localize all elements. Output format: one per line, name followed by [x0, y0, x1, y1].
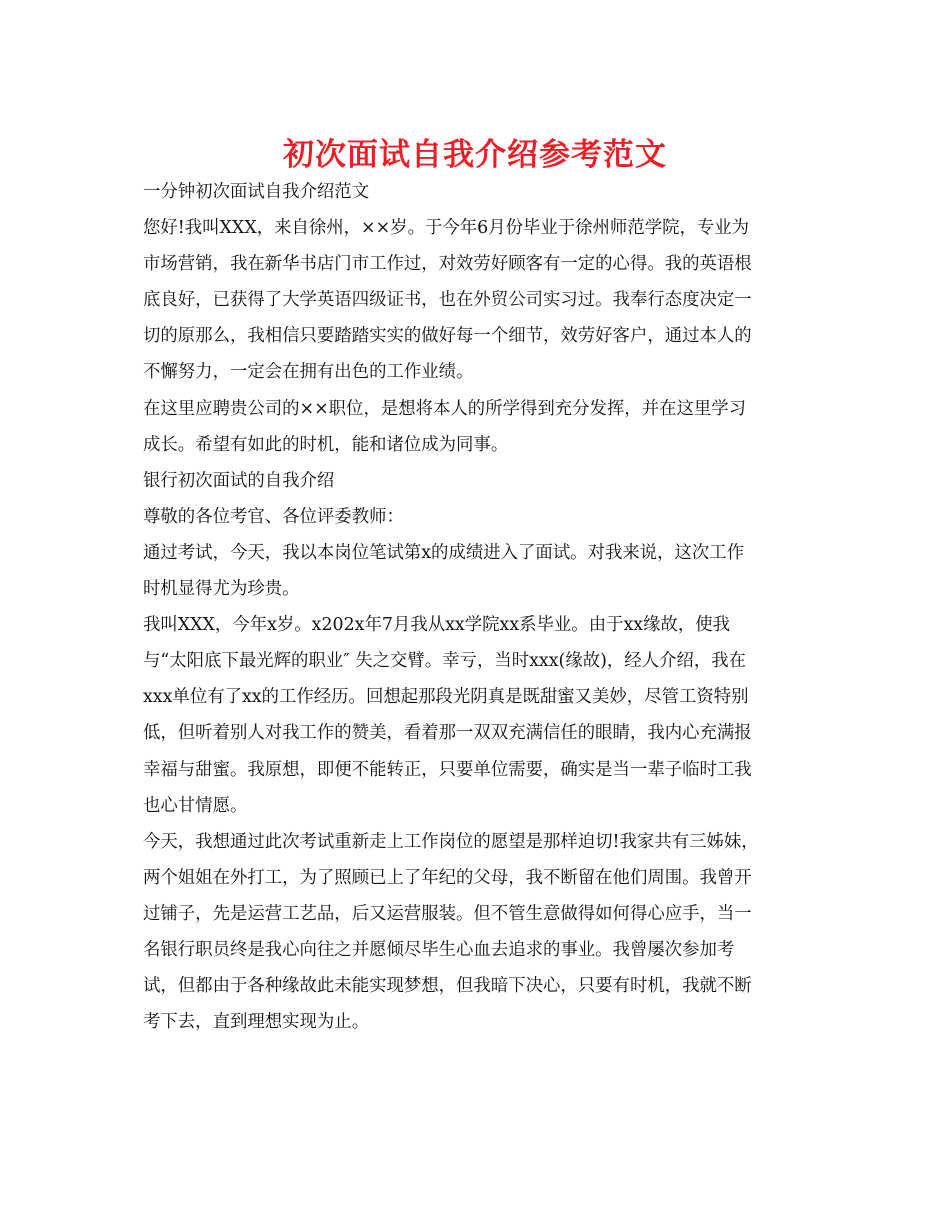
text-line: xxx单位有了xx的工作经历。回想起那段光阴真是既甜蜜又美妙，尽管工资特别 [143, 687, 749, 708]
text-line: 名银行职员终是我心向往之并愿倾尽毕生心血去追求的事业。我曾屡次参加考 [143, 939, 735, 960]
text-line: 银行初次面试的自我介绍 [143, 470, 335, 491]
text-line: 幸福与甜蜜。我原想，即便不能转正，只要单位需要，确实是当一辈子临时工我 [143, 759, 752, 780]
text-line: 试，但都由于各种缘故此未能实现梦想，但我暗下决心，只要有时机，我就不断 [143, 976, 752, 997]
text-line: 考下去，直到理想实现为止。 [143, 1012, 370, 1033]
document-title: 初次面试自我介绍参考范文 [283, 137, 667, 173]
text-line: 我叫XXX，今年x岁。x202x年7月我从xx学院xx系毕业。由于xx缘故，使我 [143, 615, 731, 636]
text-line: 与“太阳底下最光辉的职业″ 失之交臂。幸亏，当时xxx(缘故)，经人介绍，我在 [143, 651, 747, 672]
document-body [143, 174, 799, 1040]
text-line: 不懈努力，一定会在拥有出色的工作业绩。 [143, 362, 474, 383]
text-line: 也心甘情愿。 [143, 795, 248, 816]
text-line: 成长。希望有如此的时机，能和诸位成为同事。 [143, 434, 509, 455]
text-line: 通过考试，今天，我以本岗位笔试第x的成绩进入了面试。对我来说，这次工作 [143, 542, 745, 563]
text-line: 市场营销，我在新华书店门市工作过，对效劳好顾客有一定的心得。我的英语根 [143, 254, 752, 275]
text-line: 低，但听着别人对我工作的赞美，看着那一双双充满信任的眼睛，我内心充满报 [143, 723, 752, 744]
text-line: 过铺子，先是运营工艺品，后又运营服装。但不管生意做得如何得心应手，当一 [143, 903, 752, 924]
text-line: 尊敬的各位考官、各位评委教师： [143, 506, 404, 527]
text-line: 今天，我想通过此次考试重新走上工作岗位的愿望是那样迫切!我家共有三姊妹， [143, 831, 759, 852]
text-line: 一分钟初次面试自我介绍范文 [143, 182, 370, 202]
text-line: 切的原那么，我相信只要踏踏实实的做好每一个细节，效劳好客户，通过本人的 [143, 326, 752, 347]
text-line: 时机显得尤为珍贵。 [143, 579, 300, 600]
text-line: 两个姐姐在外打工，为了照顾已上了年纪的父母，我不断留在他们周围。我曾开 [143, 867, 752, 888]
text-line: 您好!我叫XXX，来自徐州，××岁。于今年6月份毕业于徐州师范学院，专业为 [143, 218, 750, 239]
text-line: 在这里应聘贵公司的××职位，是想将本人的所学得到充分发挥，并在这里学习 [143, 398, 747, 419]
text-line: 底良好，已获得了大学英语四级证书，也在外贸公司实习过。我奉行态度决定一 [143, 290, 752, 311]
